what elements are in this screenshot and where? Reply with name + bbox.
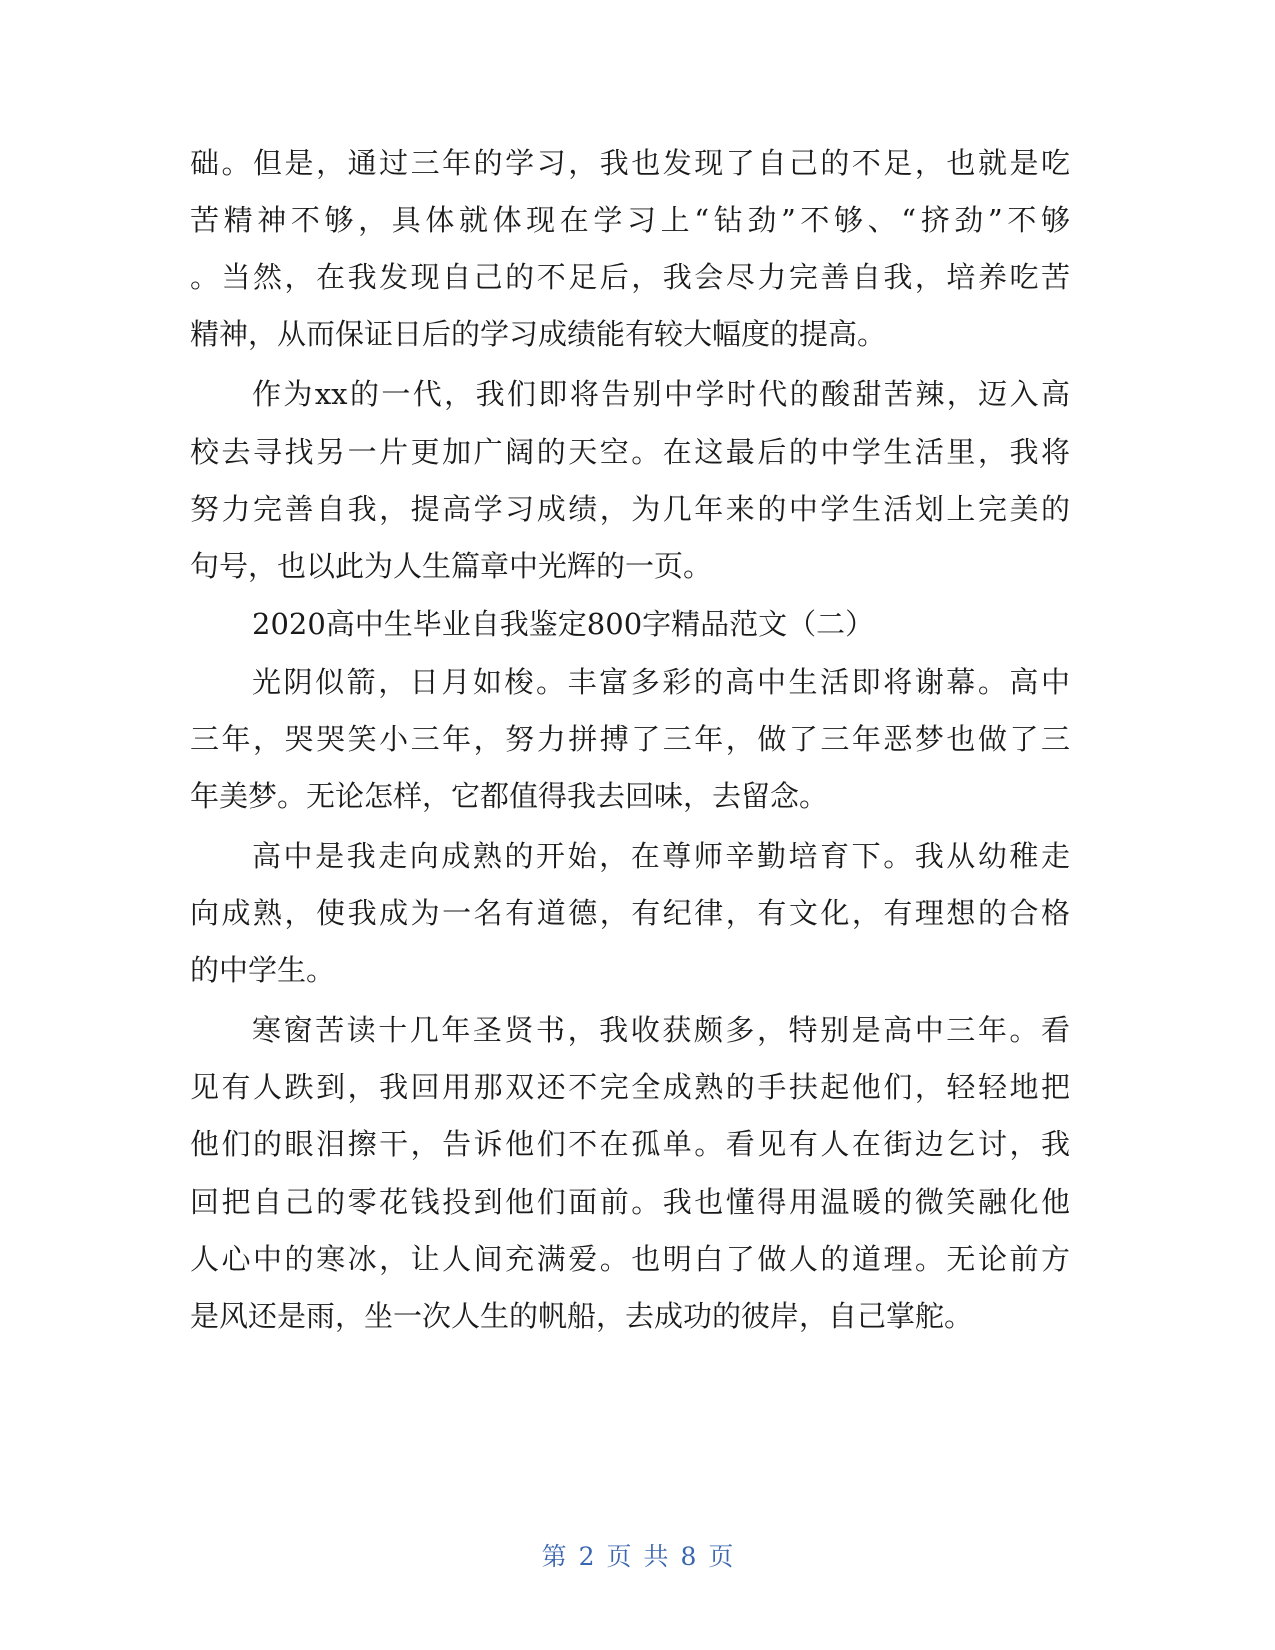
text-line: 础。但是，通过三年的学习，我也发现了自己的不足，也就是吃	[190, 146, 1070, 180]
text-line: 精神，从而保证日后的学习成绩能有较大幅度的提高。	[190, 317, 887, 351]
text-line: 年美梦。无论怎样，它都值得我去回味，去留念。	[190, 779, 829, 813]
text-line: 努力完善自我，提高学习成绩，为几年来的中学生活划上完美的	[190, 492, 1070, 526]
text-line: 。当然，在我发现自己的不足后，我会尽力完善自我，培养吃苦	[190, 260, 1070, 294]
text-line: 他们的眼泪擦干，告诉他们不在孤单。看见有人在街边乞讨，我	[190, 1127, 1070, 1161]
paragraph-first-line: 光阴似箭，日月如梭。丰富多彩的高中生活即将谢幕。高中	[252, 665, 1070, 699]
text-line: 回把自己的零花钱投到他们面前。我也懂得用温暖的微笑融化他	[190, 1185, 1070, 1219]
text-line: 是风还是雨，坐一次人生的帆船，去成功的彼岸，自己掌舵。	[190, 1299, 974, 1333]
text-line: 苦精神不够，具体就体现在学习上“钻劲”不够、“挤劲”不够	[190, 203, 1070, 237]
text-line: 向成熟，使我成为一名有道德，有纪律，有文化，有理想的合格	[190, 896, 1070, 930]
page-footer	[0, 1540, 1275, 1574]
footer-total-label: 共	[643, 1542, 669, 1571]
text-line: 人心中的寒冰，让人间充满爱。也明白了做人的道理。无论前方	[190, 1242, 1070, 1276]
footer-total-pages: 8	[680, 1542, 697, 1571]
section-heading: 2020高中生毕业自我鉴定800字精品范文（二）	[252, 607, 875, 641]
text-line: 见有人跌到，我回用那双还不完全成熟的手扶起他们，轻轻地把	[190, 1070, 1070, 1104]
paragraph-first-line: 寒窗苦读十几年圣贤书，我收获颇多，特别是高中三年。看	[252, 1013, 1070, 1047]
paragraph-first-line: 作为xx的一代，我们即将告别中学时代的酸甜苦辣，迈入高	[252, 377, 1070, 411]
paragraph-first-line: 高中是我走向成熟的开始，在尊师辛勤培育下。我从幼稚走	[252, 839, 1070, 873]
text-line: 的中学生。	[190, 953, 336, 987]
text-line: 三年，哭哭笑小三年，努力拼搏了三年，做了三年恶梦也做了三	[190, 722, 1070, 756]
footer-suffix: 页	[708, 1542, 734, 1571]
footer-page-number: 2	[578, 1542, 595, 1571]
footer-prefix: 第	[541, 1542, 567, 1571]
text-line: 校去寻找另一片更加广阔的天空。在这最后的中学生活里，我将	[190, 435, 1070, 469]
text-line: 句号，也以此为人生篇章中光辉的一页。	[190, 549, 713, 583]
footer-page-label: 页	[606, 1542, 632, 1571]
